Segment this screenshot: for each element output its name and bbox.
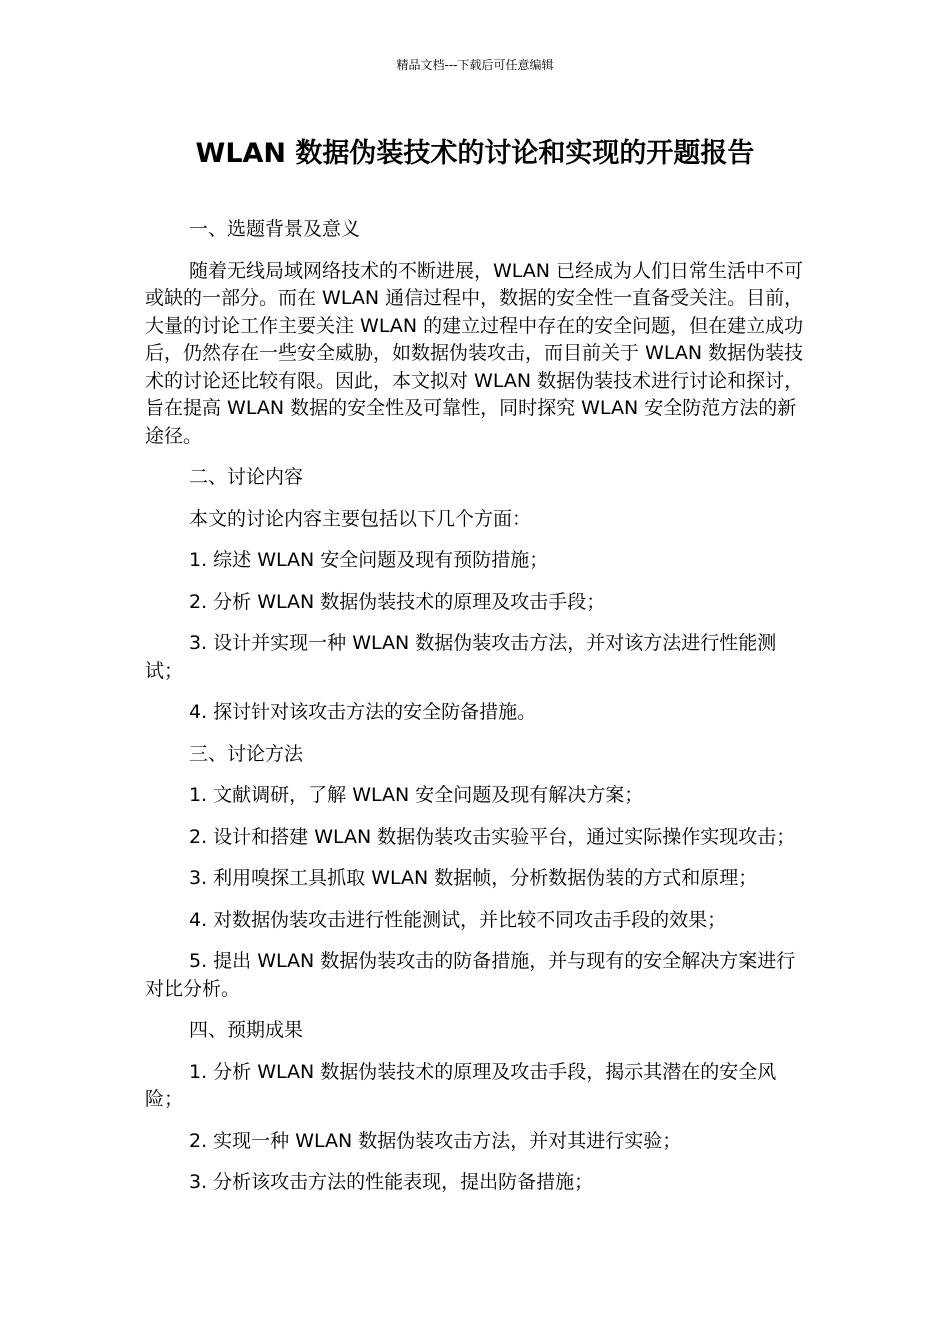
- list-item: 4. 探讨针对该攻击方法的安全防备措施。: [189, 701, 537, 723]
- list-item: 3. 利用嗅探工具抓取 WLAN 数据帧，分析数据伪装的方式和原理；: [189, 867, 758, 889]
- list-item: 4. 对数据伪装攻击进行性能测试，并比较不同攻击手段的效果；: [189, 908, 727, 931]
- list-item: 2. 设计和搭建 WLAN 数据伪装攻击实验平台，通过实际操作实现攻击；: [189, 825, 796, 848]
- section-heading-results: 四、预期成果: [189, 1019, 304, 1041]
- paragraph-content-intro: 本文的讨论内容主要包括以下几个方面：: [189, 507, 532, 530]
- list-item: 3. 分析该攻击方法的性能表现，提出防备措施；: [189, 1171, 594, 1193]
- section-heading-method: 三、讨论方法: [189, 742, 304, 765]
- list-item: 2. 分析 WLAN 数据伪装技术的原理及攻击手段；: [189, 590, 606, 613]
- page-header: 精品文档---下载后可任意编辑: [396, 58, 554, 72]
- list-item: 5. 提出 WLAN 数据伪装攻击的防备措施，并与现有的安全解决方案进行对比分析。: [145, 950, 796, 1000]
- list-item: 1. 文献调研，了解 WLAN 安全问题及现有解决方案；: [189, 784, 644, 806]
- section-heading-background: 一、选题背景及意义: [189, 218, 361, 240]
- section-heading-content: 二、讨论内容: [189, 466, 304, 488]
- list-item: 1. 综述 WLAN 安全问题及现有预防措施；: [189, 549, 549, 571]
- document-title: WLAN 数据伪装技术的讨论和实现的开题报告: [195, 138, 755, 169]
- document-body: [145, 216, 805, 1211]
- list-item: 2. 实现一种 WLAN 数据伪装攻击方法，并对其进行实验；: [189, 1129, 682, 1152]
- list-item: 1. 分析 WLAN 数据伪装技术的原理及攻击手段，揭示其潜在的安全风险；: [145, 1060, 777, 1110]
- paragraph-background: 随着无线局域网络技术的不断进展，WLAN 已经成为人们日常生活中不可或缺的一部分。而在 WLAN 通信过程中，数据的安全性一直备受关注。目前，大量的讨论工作主要关注 WLAN 的建立过程中存在的安全问题，但在建立成功后，仍然存在一些安全威胁，如数据伪装攻击，而目前关于 WLAN 数据伪装技术的讨论还比较有限。因此，本文拟对 WLAN 数据伪装技术进行讨论和探讨，旨在提高 WLAN 数据的安全性及可靠性，同时探究 WLAN 安全防范方法的新途径。: [145, 259, 804, 447]
- list-item: 3. 设计并实现一种 WLAN 数据伪装攻击方法，并对该方法进行性能测试；: [145, 632, 777, 682]
